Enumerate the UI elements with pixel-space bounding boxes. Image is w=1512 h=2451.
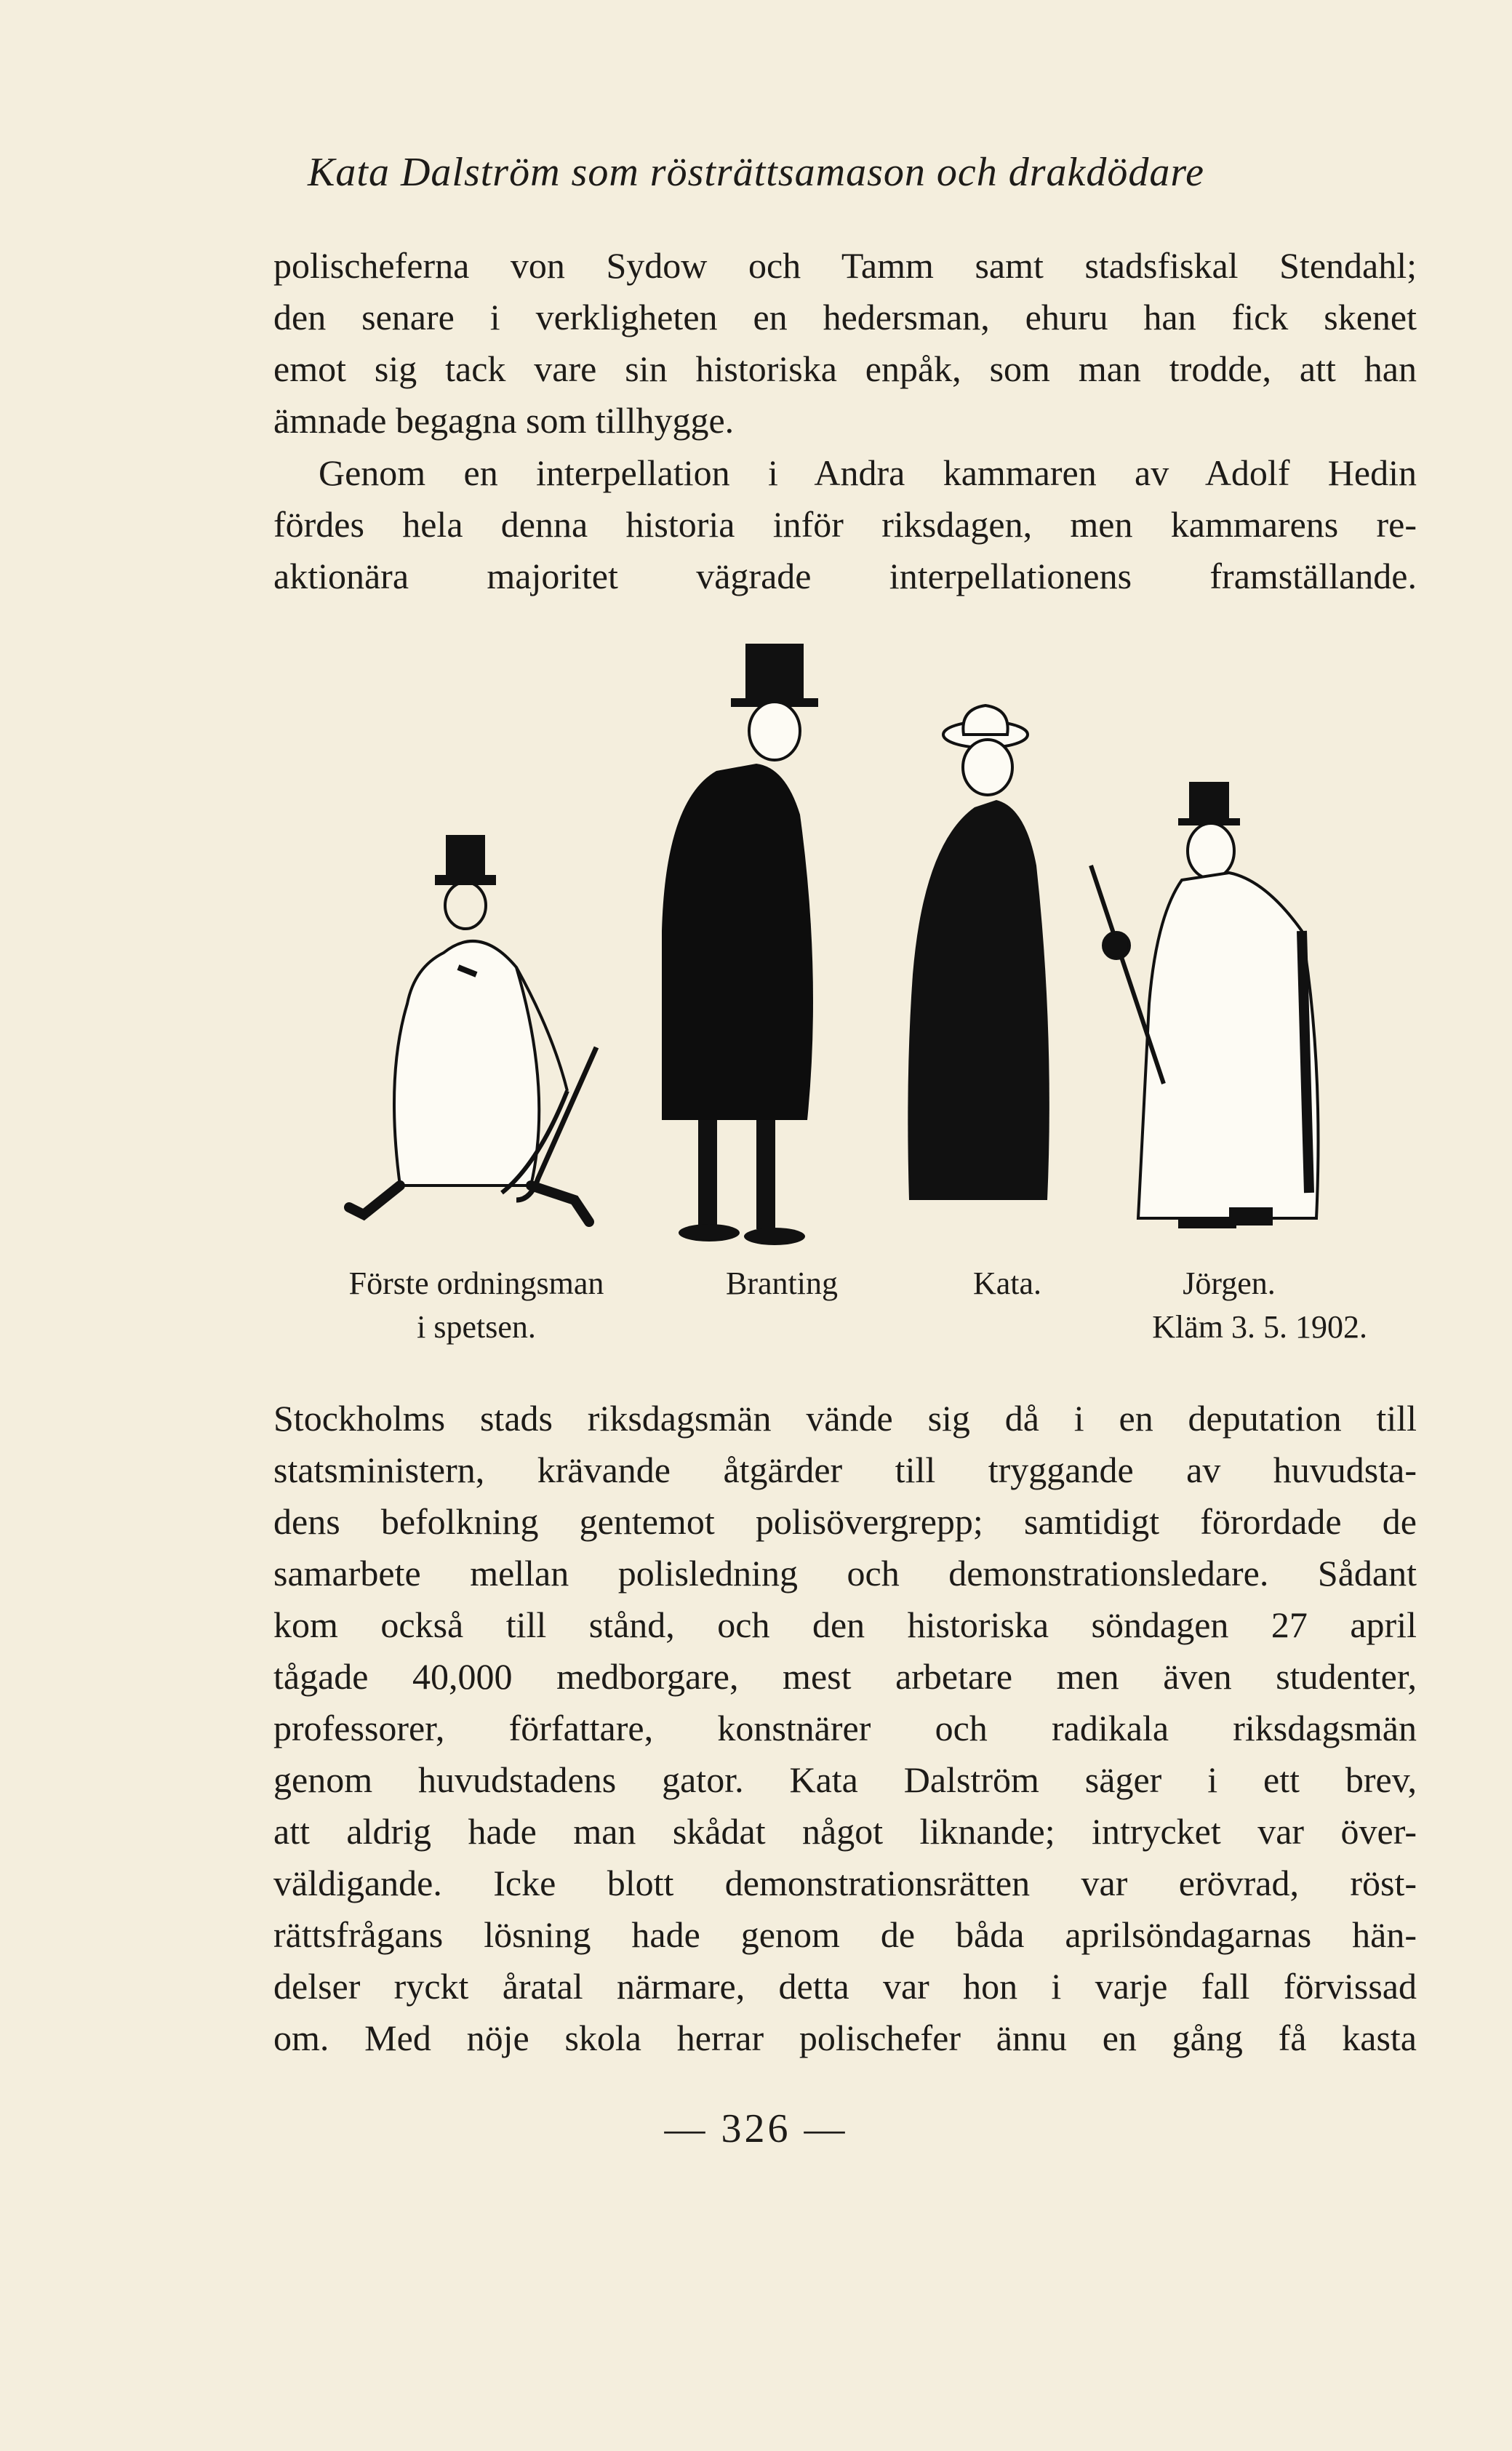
text-line: Stockholms stads riksdagsmän vände sig då i en deputation till	[273, 1398, 1417, 1439]
caption-line: i spetsen.	[417, 1309, 536, 1345]
text-line: samarbete mellan polisledning och demonstrationsledare. Sådant	[273, 1553, 1417, 1594]
paragraph-3	[273, 1393, 1417, 2064]
figure-forste-ordningsman	[349, 836, 596, 1222]
figure-kata	[908, 705, 1049, 1200]
text-line: kom också till stånd, och den historiska söndagen 27 april	[273, 1604, 1417, 1645]
text-line: dens befolkning gentemot polisövergrepp; samtidigt förordade de	[273, 1501, 1417, 1542]
caption-source: Kläm 3. 5. 1902.	[1152, 1309, 1367, 1345]
running-head: Kata Dalström som rösträttsamason och drakdödare	[308, 150, 1204, 195]
figure-jorgen	[1091, 782, 1319, 1228]
caption-kata: Kata.	[972, 1266, 1042, 1301]
text-line: aktionära majoritet vägrade interpellationens framställande.	[273, 556, 1417, 596]
caption-line: Förste ordningsman	[348, 1266, 604, 1301]
text-line: ämnade begagna som tillhygge.	[273, 400, 735, 441]
text-line: polischeferna von Sydow och Tamm samt stadsfiskal Stendahl;	[273, 245, 1417, 286]
figure-branting	[662, 644, 818, 1245]
text-line: emot sig tack vare sin historiska enpåk, som man trodde, att han	[273, 348, 1417, 389]
page-number: — 326 —	[664, 2106, 848, 2151]
caption-branting: Branting	[726, 1266, 838, 1301]
caricature-illustration	[320, 625, 1367, 1266]
text-line: delser ryckt åratal närmare, detta var hon i varje fall förvissad	[273, 1966, 1417, 2007]
text-line: om. Med nöje skola herrar polischefer ännu en gång få kasta	[273, 2018, 1417, 2058]
text-line: att aldrig hade man skådat något liknande; intrycket var över-	[273, 1811, 1417, 1852]
text-line: den senare i verkligheten en hedersman, ehuru han fick skenet	[273, 297, 1417, 337]
text-line: genom huvudstadens gator. Kata Dalström säger i ett brev,	[273, 1759, 1417, 1800]
text-line: tågade 40,000 medborgare, mest arbetare men även studenter,	[273, 1656, 1417, 1697]
text-line: professorer, författare, konstnärer och radikala riksdagsmän	[273, 1708, 1417, 1748]
text-line: Genom en interpellation i Andra kammaren av Adolf Hedin	[319, 452, 1417, 493]
caption-jorgen: Jörgen.	[1183, 1266, 1276, 1301]
text-line: rättsfrågans lösning hade genom de båda aprilsöndagarnas hän-	[273, 1914, 1417, 1955]
paragraph-2	[273, 447, 1417, 602]
text-line: statsministern, krävande åtgärder till tryggande av huvudsta-	[273, 1450, 1417, 1490]
text-line: väldigande. Icke blott demonstrationsrätten var erövrad, röst-	[273, 1863, 1417, 1903]
paragraph-1	[273, 240, 1417, 447]
caption-forste-ordningsman	[313, 1262, 640, 1349]
text-line: fördes hela denna historia inför riksdagen, men kammarens re-	[273, 504, 1417, 545]
